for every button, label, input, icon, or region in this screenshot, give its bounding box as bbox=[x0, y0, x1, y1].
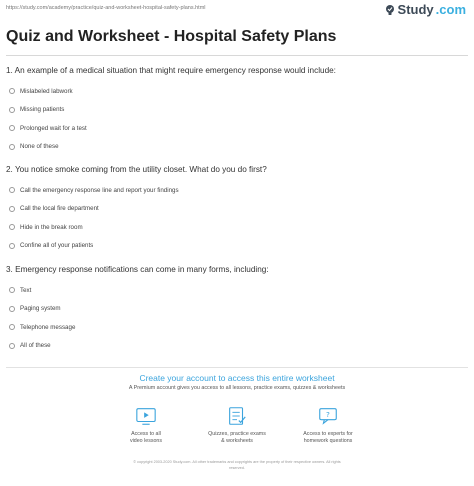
option-label: Hide in the break room bbox=[20, 223, 83, 231]
option-label: Telephone message bbox=[20, 323, 76, 331]
logo-text: Study bbox=[397, 2, 434, 17]
question-3 bbox=[6, 265, 468, 355]
option-label: Missing patients bbox=[20, 106, 65, 114]
feature-label-line: Access to all bbox=[131, 431, 161, 437]
radio-icon[interactable] bbox=[9, 324, 15, 330]
radio-icon[interactable] bbox=[9, 224, 15, 230]
radio-icon[interactable] bbox=[9, 306, 15, 312]
feature-label-line: homework questions bbox=[303, 438, 353, 444]
feature-video-lessons bbox=[101, 405, 191, 445]
answer-option[interactable] bbox=[6, 138, 468, 157]
cta-title-link[interactable]: Create your account to access this entire worksheet bbox=[139, 373, 335, 383]
question-text: 3. Emergency response notifications can come in many forms, including: bbox=[6, 265, 269, 274]
option-label: Call the emergency response line and report your findings bbox=[20, 186, 179, 194]
answer-option[interactable] bbox=[6, 337, 468, 356]
footer-line: reserved. bbox=[229, 465, 245, 470]
radio-icon[interactable] bbox=[9, 107, 15, 113]
cta-subtitle: A Premium account gives you access to all lessons, practice exams, quizzes & worksheets bbox=[128, 385, 346, 391]
copyright-footer bbox=[0, 460, 474, 471]
answer-option[interactable] bbox=[6, 281, 468, 300]
radio-icon[interactable] bbox=[9, 88, 15, 94]
feature-label-line: Access to experts for bbox=[303, 431, 353, 437]
expert-chat-icon bbox=[317, 405, 339, 427]
option-label: Prolonged wait for a test bbox=[20, 124, 87, 132]
radio-icon[interactable] bbox=[9, 343, 15, 349]
answer-option[interactable] bbox=[6, 237, 468, 256]
answer-option[interactable] bbox=[6, 218, 468, 237]
study-com-bulb-icon bbox=[384, 4, 396, 16]
feature-quizzes bbox=[192, 405, 282, 445]
question-1 bbox=[6, 66, 468, 156]
answer-option[interactable] bbox=[6, 101, 468, 120]
option-label: All of these bbox=[20, 342, 51, 350]
radio-icon[interactable] bbox=[9, 125, 15, 131]
option-label: Text bbox=[20, 286, 32, 294]
option-label: Mislabeled labwork bbox=[20, 87, 73, 95]
radio-icon[interactable] bbox=[9, 144, 15, 150]
quiz-checklist-icon bbox=[226, 405, 248, 427]
logo-suffix: .com bbox=[435, 2, 466, 17]
page-url: https://study.com/academy/practice/quiz-and-worksheet-hospital-safety-plans.html bbox=[6, 5, 206, 11]
option-label: Paging system bbox=[20, 305, 61, 313]
option-label: Confine all of your patients bbox=[20, 242, 94, 250]
radio-icon[interactable] bbox=[9, 243, 15, 249]
answer-option[interactable] bbox=[6, 181, 468, 200]
question-2 bbox=[6, 165, 468, 255]
feature-label-line: video lessons bbox=[129, 438, 163, 444]
question-text: 2. You notice smoke coming from the utility closet. What do you do first? bbox=[6, 165, 267, 174]
video-play-icon bbox=[135, 405, 157, 427]
svg-text:?: ? bbox=[326, 409, 330, 419]
option-label: Call the local fire department bbox=[20, 205, 99, 213]
title-divider bbox=[6, 55, 468, 56]
radio-icon[interactable] bbox=[9, 287, 15, 293]
feature-label-line: Quizzes, practice exams bbox=[208, 431, 266, 437]
footer-line: © copyright 2003-2020 Study.com. All other trademarks and copyrights are the property of their respective owners. All rights bbox=[133, 460, 341, 464]
radio-icon[interactable] bbox=[9, 206, 15, 212]
cta-divider bbox=[6, 367, 468, 368]
answer-option[interactable] bbox=[6, 82, 468, 101]
answer-option[interactable] bbox=[6, 119, 468, 138]
answer-option[interactable] bbox=[6, 200, 468, 219]
page-title: Quiz and Worksheet - Hospital Safety Plans bbox=[6, 28, 337, 45]
answer-option[interactable] bbox=[6, 300, 468, 319]
answer-option[interactable] bbox=[6, 318, 468, 337]
option-label: None of these bbox=[20, 143, 59, 151]
study-logo[interactable] bbox=[384, 2, 466, 17]
radio-icon[interactable] bbox=[9, 187, 15, 193]
question-text: 1. An example of a medical situation that might require emergency response would include: bbox=[6, 66, 336, 75]
feature-experts bbox=[283, 405, 373, 445]
feature-label-line: & worksheets bbox=[221, 438, 253, 444]
